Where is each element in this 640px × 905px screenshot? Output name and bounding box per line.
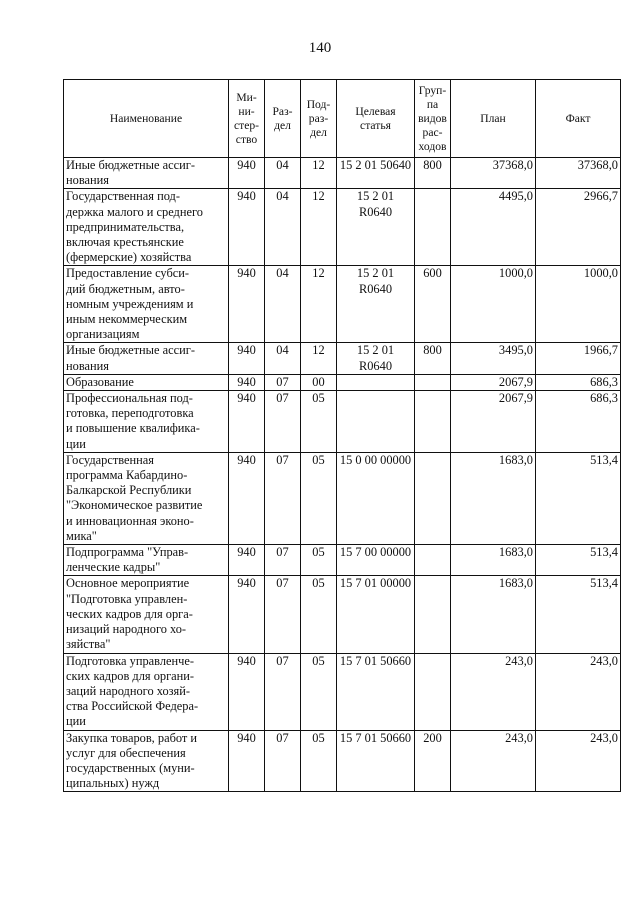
cell-target: 15 7 01 50660 bbox=[337, 653, 415, 730]
cell-group bbox=[415, 653, 451, 730]
budget-table bbox=[63, 79, 621, 792]
cell-ministry: 940 bbox=[229, 189, 265, 266]
table-row bbox=[64, 653, 621, 730]
cell-fact: 37368,0 bbox=[536, 158, 621, 189]
cell-fact: 2966,7 bbox=[536, 189, 621, 266]
cell-group bbox=[415, 374, 451, 390]
cell-section: 04 bbox=[265, 158, 301, 189]
cell-section: 07 bbox=[265, 576, 301, 653]
header-fact: Факт bbox=[536, 80, 621, 158]
cell-plan: 1683,0 bbox=[451, 452, 536, 544]
cell-name: Профессиональная под- готовка, переподготовка и повышение квалифика- ции bbox=[64, 391, 229, 453]
table-row bbox=[64, 730, 621, 792]
cell-plan: 37368,0 bbox=[451, 158, 536, 189]
cell-name: Закупка товаров, работ и услуг для обеспечения государственных (муни- ципальных) нужд bbox=[64, 730, 229, 792]
header-ministry: Ми- ни- стер- ство bbox=[229, 80, 265, 158]
cell-subsection: 05 bbox=[301, 545, 337, 576]
cell-fact: 686,3 bbox=[536, 391, 621, 453]
header-plan: План bbox=[451, 80, 536, 158]
cell-subsection: 12 bbox=[301, 189, 337, 266]
page-number: 140 bbox=[308, 40, 332, 56]
cell-ministry: 940 bbox=[229, 374, 265, 390]
cell-name: Иные бюджетные ассиг- нования bbox=[64, 158, 229, 189]
cell-fact: 513,4 bbox=[536, 576, 621, 653]
cell-fact: 686,3 bbox=[536, 374, 621, 390]
cell-section: 07 bbox=[265, 545, 301, 576]
cell-ministry: 940 bbox=[229, 343, 265, 374]
cell-ministry: 940 bbox=[229, 576, 265, 653]
cell-group: 800 bbox=[415, 158, 451, 189]
table-row bbox=[64, 374, 621, 390]
cell-subsection: 05 bbox=[301, 452, 337, 544]
cell-group: 200 bbox=[415, 730, 451, 792]
cell-section: 07 bbox=[265, 452, 301, 544]
cell-subsection: 12 bbox=[301, 158, 337, 189]
cell-plan: 1683,0 bbox=[451, 576, 536, 653]
cell-group bbox=[415, 189, 451, 266]
cell-subsection: 05 bbox=[301, 653, 337, 730]
cell-ministry: 940 bbox=[229, 266, 265, 343]
cell-plan: 2067,9 bbox=[451, 391, 536, 453]
cell-target: 15 2 01 R0640 bbox=[337, 343, 415, 374]
cell-section: 04 bbox=[265, 189, 301, 266]
cell-ministry: 940 bbox=[229, 545, 265, 576]
header-target: Целевая статья bbox=[337, 80, 415, 158]
table-row bbox=[64, 576, 621, 653]
table-row bbox=[64, 189, 621, 266]
cell-plan: 1000,0 bbox=[451, 266, 536, 343]
header-group: Груп- па видов рас- ходов bbox=[415, 80, 451, 158]
cell-subsection: 12 bbox=[301, 266, 337, 343]
cell-group: 800 bbox=[415, 343, 451, 374]
cell-target: 15 7 01 50660 bbox=[337, 730, 415, 792]
cell-name: Иные бюджетные ассиг- нования bbox=[64, 343, 229, 374]
cell-target: 15 7 00 00000 bbox=[337, 545, 415, 576]
header-row bbox=[64, 80, 621, 158]
cell-fact: 1000,0 bbox=[536, 266, 621, 343]
cell-target: 15 0 00 00000 bbox=[337, 452, 415, 544]
cell-section: 07 bbox=[265, 374, 301, 390]
cell-name: Подпрограмма "Управ- ленческие кадры" bbox=[64, 545, 229, 576]
cell-section: 07 bbox=[265, 730, 301, 792]
cell-plan: 2067,9 bbox=[451, 374, 536, 390]
cell-subsection: 05 bbox=[301, 576, 337, 653]
cell-name: Основное мероприятие "Подготовка управлен- ческих кадров для орга- низаций народного хо- зяйства" bbox=[64, 576, 229, 653]
cell-group: 600 bbox=[415, 266, 451, 343]
cell-ministry: 940 bbox=[229, 158, 265, 189]
cell-name: Государственная под- держка малого и среднего предпринимательства, включая крестьянские (фермерские) хозяйства bbox=[64, 189, 229, 266]
cell-fact: 243,0 bbox=[536, 730, 621, 792]
cell-name: Подготовка управленче- ских кадров для органи- заций народного хозяй- ства Российской Федера- ции bbox=[64, 653, 229, 730]
table-row bbox=[64, 158, 621, 189]
cell-subsection: 05 bbox=[301, 391, 337, 453]
cell-subsection: 00 bbox=[301, 374, 337, 390]
table-row bbox=[64, 391, 621, 453]
cell-name: Образование bbox=[64, 374, 229, 390]
cell-name: Государственная программа Кабардино- Балкарской Республики "Экономическое развитие и инновационная эконо- мика" bbox=[64, 452, 229, 544]
cell-plan: 4495,0 bbox=[451, 189, 536, 266]
cell-target bbox=[337, 391, 415, 453]
cell-subsection: 05 bbox=[301, 730, 337, 792]
table-row bbox=[64, 266, 621, 343]
cell-section: 04 bbox=[265, 266, 301, 343]
cell-fact: 513,4 bbox=[536, 452, 621, 544]
cell-fact: 513,4 bbox=[536, 545, 621, 576]
cell-target: 15 2 01 R0640 bbox=[337, 189, 415, 266]
cell-target bbox=[337, 374, 415, 390]
cell-fact: 1966,7 bbox=[536, 343, 621, 374]
cell-group bbox=[415, 452, 451, 544]
cell-target: 15 7 01 00000 bbox=[337, 576, 415, 653]
cell-ministry: 940 bbox=[229, 391, 265, 453]
cell-ministry: 940 bbox=[229, 452, 265, 544]
table-row bbox=[64, 545, 621, 576]
cell-target: 15 2 01 50640 bbox=[337, 158, 415, 189]
cell-ministry: 940 bbox=[229, 653, 265, 730]
cell-section: 07 bbox=[265, 391, 301, 453]
cell-fact: 243,0 bbox=[536, 653, 621, 730]
header-section: Раз- дел bbox=[265, 80, 301, 158]
cell-group bbox=[415, 576, 451, 653]
cell-section: 07 bbox=[265, 653, 301, 730]
cell-group bbox=[415, 391, 451, 453]
header-subsection: Под- раз- дел bbox=[301, 80, 337, 158]
cell-name: Предоставление субси- дий бюджетным, авто- номным учреждениям и иным некоммерческим организациям bbox=[64, 266, 229, 343]
cell-plan: 1683,0 bbox=[451, 545, 536, 576]
cell-ministry: 940 bbox=[229, 730, 265, 792]
cell-group bbox=[415, 545, 451, 576]
cell-plan: 243,0 bbox=[451, 730, 536, 792]
table-row bbox=[64, 452, 621, 544]
cell-plan: 3495,0 bbox=[451, 343, 536, 374]
table-row bbox=[64, 343, 621, 374]
cell-section: 04 bbox=[265, 343, 301, 374]
header-name: Наименование bbox=[64, 80, 229, 158]
cell-subsection: 12 bbox=[301, 343, 337, 374]
table-body bbox=[64, 158, 621, 792]
cell-target: 15 2 01 R0640 bbox=[337, 266, 415, 343]
cell-plan: 243,0 bbox=[451, 653, 536, 730]
